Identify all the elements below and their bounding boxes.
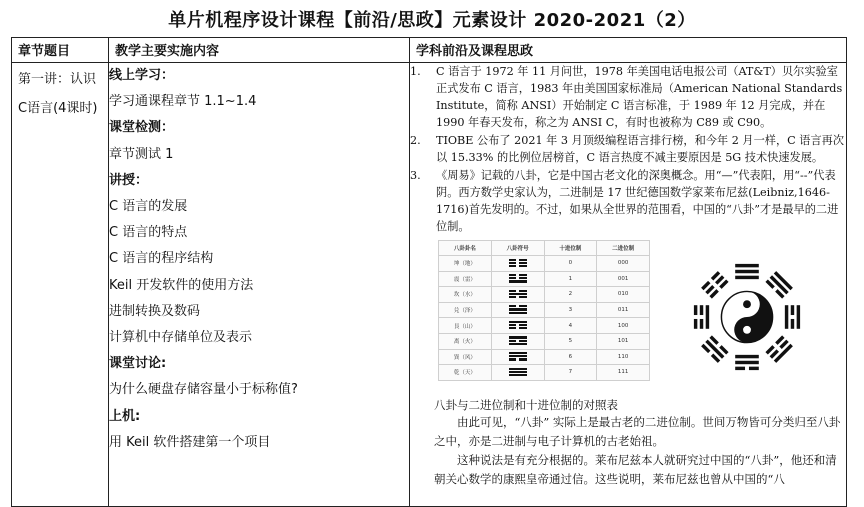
bagua-header-cell: 二进位制 <box>597 241 650 256</box>
trigram-name: 震（雷） <box>439 271 492 287</box>
figure-caption: 八卦与二进位制和十进位制的对照表 <box>434 398 618 412</box>
chapter-title: 第一讲：认识C语言(4课时) <box>18 72 98 116</box>
content-item: 学习通课程章节 1.1~1.4 <box>109 94 257 110</box>
trigram-name: 艮（山） <box>439 318 492 334</box>
paragraph-number: 2. <box>410 134 421 147</box>
decimal-value: 7 <box>544 365 597 381</box>
lecture-row <box>12 63 847 507</box>
course-table <box>11 37 847 507</box>
paragraph-number: 3. <box>410 169 421 182</box>
frontier-cell <box>410 63 847 507</box>
bagua-row <box>439 302 650 318</box>
bagua-row <box>439 349 650 365</box>
binary-value: 011 <box>597 302 650 318</box>
binary-value: 001 <box>597 271 650 287</box>
frontier-paragraph <box>410 167 846 235</box>
document-title: 单片机程序设计课程【前沿/思政】元素设计 2020-2021（2） <box>168 10 696 31</box>
trigram-symbol-icon <box>491 271 544 287</box>
binary-value: 000 <box>597 256 650 272</box>
trigram-name: 坤（地） <box>439 256 492 272</box>
content-cell <box>109 63 410 507</box>
section-label: 讲授： <box>109 172 149 188</box>
header-row <box>12 38 847 63</box>
binary-value: 110 <box>597 349 650 365</box>
bagua-table <box>438 240 650 381</box>
trigram-symbol-icon <box>491 287 544 303</box>
binary-value: 111 <box>597 365 650 381</box>
trigram-name: 坎（水） <box>439 287 492 303</box>
section-label: 线上学习： <box>109 68 175 83</box>
content-item: C 语言的发展 <box>109 199 188 215</box>
trigram-symbol-icon <box>491 318 544 334</box>
decimal-value: 2 <box>544 287 597 303</box>
bagua-header-cell: 八卦符号 <box>491 241 544 256</box>
section-label: 课堂讨论: <box>109 356 167 372</box>
content-item: Keil 开发软件的使用方法 <box>109 277 254 293</box>
section-label: 课堂检测： <box>109 120 175 136</box>
trigram-name: 乾（天） <box>439 365 492 381</box>
bagua-figure <box>410 240 846 398</box>
content-item: C 语言的程序结构 <box>109 251 214 267</box>
paragraph-number: 1. <box>410 65 421 78</box>
content-item: 计算机中存储单位及表示 <box>109 330 253 346</box>
decimal-value: 5 <box>544 333 597 349</box>
trigram-symbol-icon <box>491 349 544 365</box>
content-item: 进制转换及数码 <box>109 303 201 319</box>
trigram-name: 兑（泽） <box>439 302 492 318</box>
trigram-symbol-icon <box>491 365 544 381</box>
paragraph-text: 《周易》记载的八卦，它是中国古老文化的深奥概念。用“—”代表阳，用“--”代表阴。西方数学史家认为，二进制是 17 世纪德国数学家莱布尼兹(Leibniz,1646-1716)首先发明的。不过，如果从全世界的范围看，中国的“八卦”才是最早的二进位制。 <box>436 169 839 233</box>
decimal-value: 6 <box>544 349 597 365</box>
bagua-row <box>439 287 650 303</box>
body-paragraph-2: 这种说法是有充分根据的。莱布尼兹本人就研究过中国的“八卦”，他还和清朝关心数学的康熙皇帝通过信。这些说明，莱布尼兹也曾从中国的“八 <box>434 453 837 486</box>
bagua-row <box>439 318 650 334</box>
trigram-symbol-icon <box>491 256 544 272</box>
bagua-header-row <box>439 241 650 256</box>
bagua-row <box>439 333 650 349</box>
content-item: 章节测试 1 <box>109 146 174 162</box>
bagua-header-cell: 八卦卦名 <box>439 241 492 256</box>
trigram-symbol-icon <box>491 302 544 318</box>
content-item: C 语言的特点 <box>109 225 188 241</box>
trigram-name: 巽（风） <box>439 349 492 365</box>
header-frontier: 学科前沿及课程思政 <box>410 38 847 63</box>
decimal-value: 4 <box>544 318 597 334</box>
binary-value: 100 <box>597 318 650 334</box>
decimal-value: 0 <box>544 256 597 272</box>
header-content: 教学主要实施内容 <box>109 38 410 63</box>
decimal-value: 3 <box>544 302 597 318</box>
header-chapter: 章节题目 <box>12 38 109 63</box>
chapter-cell <box>12 63 109 507</box>
content-item: 为什么硬盘存储容量小于标称值? <box>109 382 298 398</box>
section-label: 上机: <box>109 408 141 424</box>
paragraph-text: C 语言于 1972 年 11 月问世，1978 年美国电话电报公司（AT&T）贝尔实验室正式发布 C 语言，1983 年由美国国家标准局（American National Standards Institute，简称 ANSI）开始制定 C 语言标准，于 1989 年 12 月完成，并在 1990 年春天发布，称之为 ANSI C，有时也被称为 C89 或 C90。 <box>436 65 843 129</box>
trigram-symbol-icon <box>491 333 544 349</box>
decimal-value: 1 <box>544 271 597 287</box>
binary-value: 010 <box>597 287 650 303</box>
frontier-paragraph <box>410 63 846 131</box>
body-paragraph-1: 由此可见，“八卦” 实际上是最古老的二进位制。世间万物皆可分类归至八卦之中，亦是二进制与电子计算机的古老始祖。 <box>434 415 841 448</box>
bagua-row <box>439 256 650 272</box>
content-item: 用 Keil 软件搭建第一个项目 <box>109 434 271 450</box>
bagua-row <box>439 271 650 287</box>
bagua-header-cell: 十进位制 <box>544 241 597 256</box>
bagua-row <box>439 365 650 381</box>
trigram-name: 离（火） <box>439 333 492 349</box>
frontier-paragraph <box>410 132 846 166</box>
paragraph-text: TIOBE 公布了 2021 年 3 月顶级编程语言排行榜，和今年 2 月一样，C 语言再次以 15.33% 的比例位居榜首，C 语言热度不减主要原因是 5G 技术快速发展。 <box>436 134 845 164</box>
taiji-bagua-icon <box>688 258 806 376</box>
binary-value: 101 <box>597 333 650 349</box>
